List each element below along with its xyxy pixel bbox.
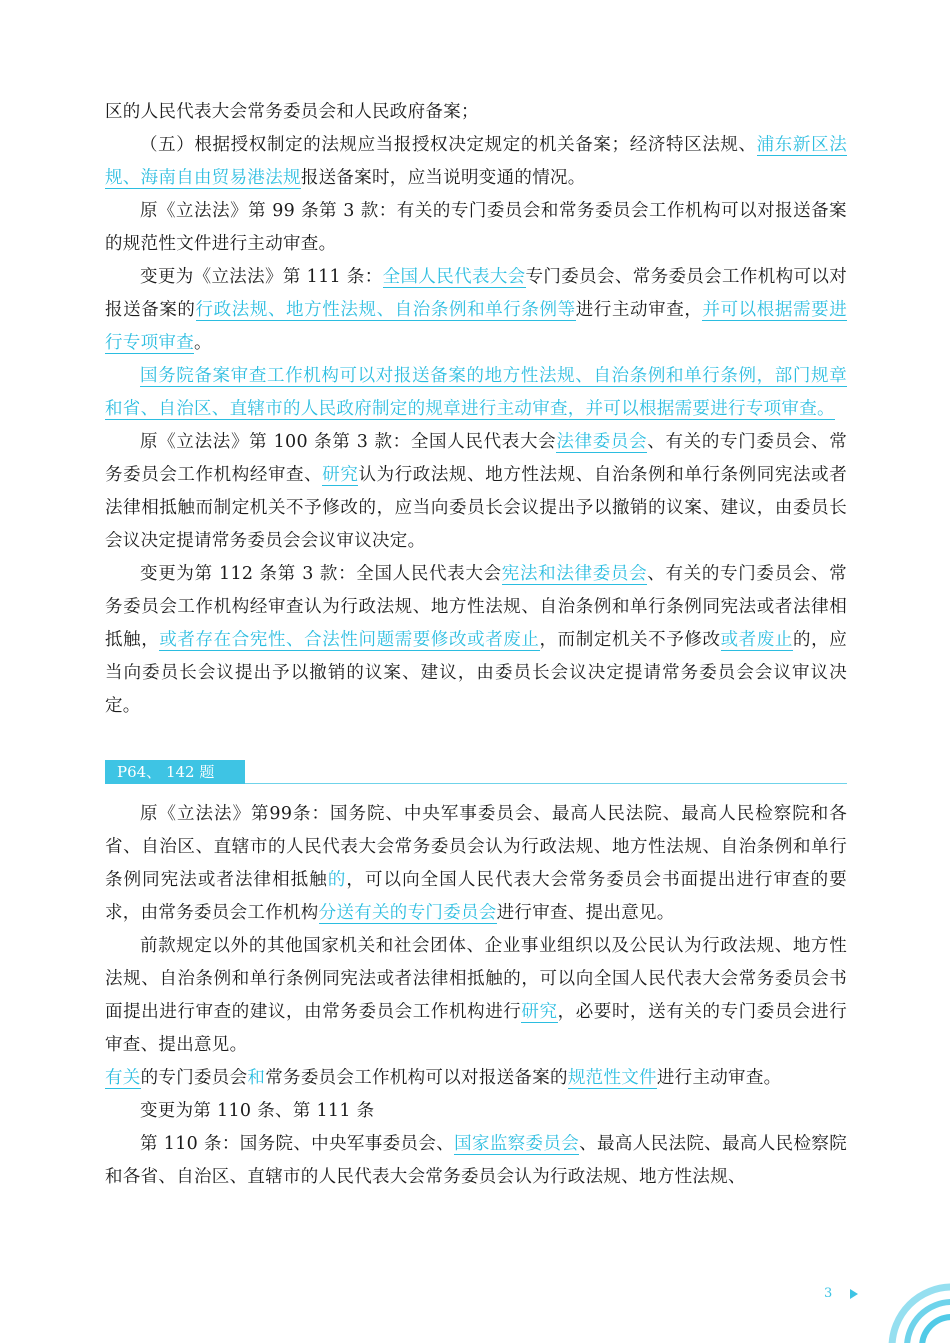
paragraph [105,798,847,930]
amended-text: 研究 [521,1002,558,1022]
text-run: 第 110 条：国务院、中央军事委员会、 [140,1134,455,1154]
section-header [105,759,847,784]
section-label: P64、 142 题 [105,760,245,784]
document-body [105,96,847,1194]
amended-text: 国家监察委员会 [454,1134,580,1154]
paragraph [105,129,847,195]
paragraph [105,1062,847,1095]
paragraph [105,195,847,261]
amended-text: 有关 [105,1068,141,1088]
text-run: 变更为《立法法》第 111 条： [140,267,383,287]
text-run: 专门委员会、常务委员会工作机构可以对报送备案的 [105,267,848,320]
amended-text: 或者废止 [720,630,793,650]
text-run: 变更为第 112 条第 3 款：全国人民代表大会 [140,564,502,584]
page-number: 3 [824,1286,833,1301]
text-run: 的专门委员会 [140,1068,248,1088]
text-run: ，可以向全国人民代表大会常务委员会书面提出进行审查的要求，由常务委员会工作机构 [105,870,847,923]
text-run: 进行主动审查。 [656,1068,782,1088]
paragraph [105,261,847,360]
concentric-arc-decoration-icon [860,1255,950,1343]
text-run: 报送备案时，应当说明变通的情况。 [300,168,586,188]
highlight-text: 和 [247,1068,266,1088]
text-run: 、最高人民法院、最高人民检察院和各省、自治区、直辖市的人民代表大会常务委员会认为行政法规、地方性法规、 [105,1134,848,1187]
text-run: 区的人民代表大会常务委员会和人民政府备案； [105,102,479,122]
amended-text: 宪法和法律委员会 [501,564,648,584]
text-run: 变更为第 110 条、第 111 条 [140,1101,375,1121]
amended-text: 法律委员会 [556,432,648,452]
paragraph [105,1128,847,1194]
text-run: 进行审查、提出意见。 [496,903,675,923]
amended-text: 研究 [322,465,359,485]
text-run: 的，应当向委员长会议提出予以撤销的议案、建议，由委员长会议决定提请常务委员会会议审议决定。 [105,630,848,716]
text-run: 、有关的专门委员会、常务委员会工作机构经审查认为行政法规、地方性法规、自治条例和单行条例同宪法或者法律相抵触， [105,564,847,650]
text-run: 。 [194,333,212,353]
amended-text: 全国人民代表大会 [382,267,526,287]
text-run: 进行主动审查， [575,300,703,320]
text-run: ，必要时，送有关的专门委员会进行审查、提出意见。 [105,1002,847,1055]
paragraph [105,930,847,1062]
text-run: 、有关的专门委员会、常务委员会工作机构经审查、 [105,432,847,485]
text-run: ，而制定机关不予修改 [539,630,721,650]
paragraph [105,96,847,129]
amended-text: 行政法规、地方性法规、自治条例和单行条例等 [195,300,576,320]
paragraph [105,426,847,558]
highlight-text: 的 [327,870,347,890]
text-run: 常务委员会工作机构可以对报送备案的 [265,1068,568,1088]
amended-text: 或者存在合宪性、合法性问题需要修改或者废止 [159,630,540,650]
amended-text: 浦东新区法规、海南自由贸易港法规 [105,135,848,188]
amended-text: 并可以根据需要进行专项审查 [105,300,847,353]
paragraph [105,360,847,426]
paragraph [105,1095,847,1128]
text-run: 原《立法法》第 100 条第 3 款：全国人民代表大会 [140,432,557,452]
text-run: 前款规定以外的其他国家机关和社会团体、企业事业组织以及公民认为行政法规、地方性法规、自治条例和单行条例同宪法或者法律相抵触的，可以向全国人民代表大会常务委员会书面提出进行审查的建议，由常务委员会工作机构进行 [105,936,847,1022]
amended-text: 规范性文件 [567,1068,657,1088]
amended-text: 分送有关的专门委员会 [318,903,497,923]
paragraph [105,558,847,723]
text-run: （五）根据授权制定的法规应当报授权决定规定的机关备案；经济特区法规、 [140,135,757,155]
text-run: 原《立法法》第 99 条第 3 款：有关的专门委员会和常务委员会工作机构可以对报送备案的规范性文件进行主动审查。 [105,201,847,254]
amended-text: 国务院备案审查工作机构可以对报送备案的地方性法规、自治条例和单行条例，部门规章和省、自治区、直辖市的人民政府制定的规章进行主动审查，并可以根据需要进行专项审查。 [105,366,847,419]
text-run: 原《立法法》第99条：国务院、中央军事委员会、最高人民法院、最高人民检察院和各省、自治区、直辖市的人民代表大会常务委员会认为行政法规、地方性法规、自治条例和单行条例同宪法或者法律相抵触 [105,804,847,890]
play-arrow-icon [850,1289,858,1299]
text-run: 认为行政法规、地方性法规、自治条例和单行条例同宪法或者法律相抵触而制定机关不予修改的，应当向委员长会议提出予以撤销的议案、建议，由委员长会议决定提请常务委员会会议审议决定。 [105,465,847,551]
